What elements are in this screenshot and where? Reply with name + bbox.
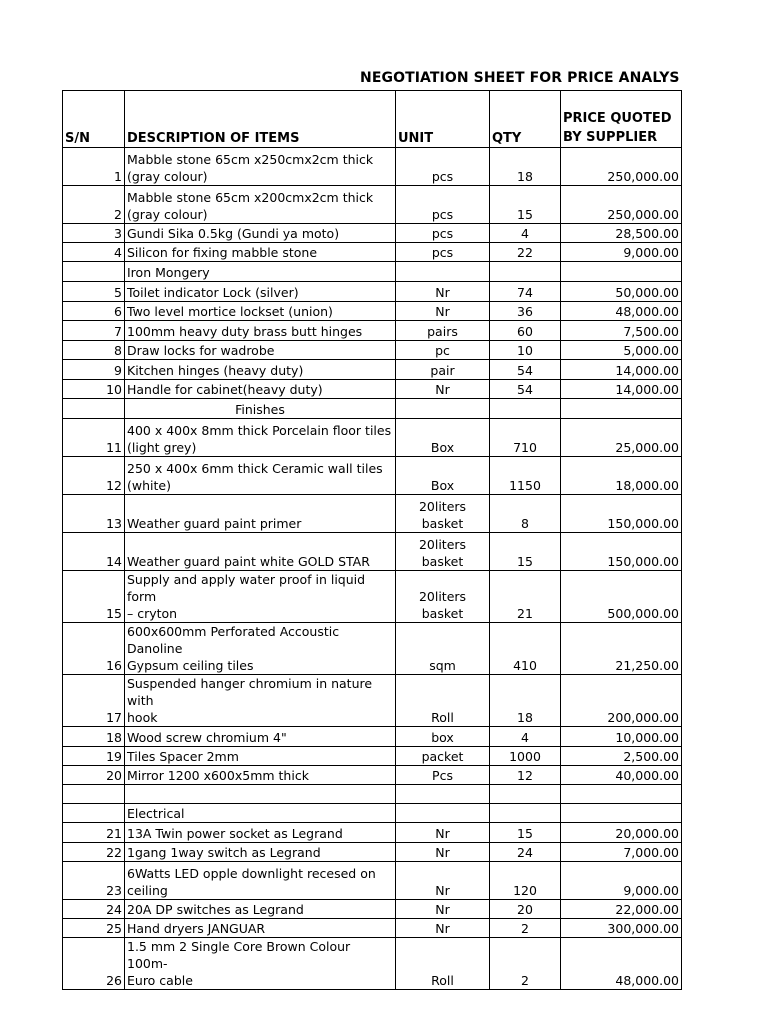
row-qty <box>490 785 561 804</box>
row-price: 5,000.00 <box>561 341 682 360</box>
description-line-1: Mabble stone 65cm x250cmx2cm thick <box>127 152 374 167</box>
row-qty: 2 <box>490 938 561 990</box>
row-sn: 18 <box>63 727 125 747</box>
row-unit: Roll <box>396 675 490 727</box>
row-unit: pcs <box>396 148 490 186</box>
row-price: 9,000.00 <box>561 243 682 262</box>
description-line-2: Euro cable <box>127 973 193 988</box>
row-price: 300,000.00 <box>561 919 682 938</box>
row-sn <box>63 262 125 282</box>
row-qty: 410 <box>490 623 561 675</box>
row-qty: 4 <box>490 224 561 243</box>
row-price: 10,000.00 <box>561 727 682 747</box>
row-unit: 20liters basket <box>396 571 490 623</box>
row-description: 13A Twin power socket as Legrand <box>125 823 396 843</box>
row-unit: Roll <box>396 938 490 990</box>
row-unit: pcs <box>396 224 490 243</box>
description-line-2: (light grey) <box>127 440 197 455</box>
table-row <box>63 938 682 990</box>
row-qty: 1000 <box>490 747 561 766</box>
row-sn: 15 <box>63 571 125 623</box>
row-description: Draw locks for wadrobe <box>125 341 396 360</box>
row-sn: 11 <box>63 419 125 457</box>
row-sn: 8 <box>63 341 125 360</box>
table-row <box>63 571 682 623</box>
table-row <box>63 766 682 785</box>
row-unit: pairs <box>396 321 490 341</box>
row-unit: Nr <box>396 302 490 321</box>
row-description: Hand dryers JANGUAR <box>125 919 396 938</box>
table-row <box>63 302 682 321</box>
row-qty: 60 <box>490 321 561 341</box>
table-row <box>63 243 682 262</box>
row-qty: 8 <box>490 495 561 533</box>
row-sn: 20 <box>63 766 125 785</box>
table-row <box>63 224 682 243</box>
row-unit: sqm <box>396 623 490 675</box>
table-row <box>63 282 682 302</box>
row-unit: Nr <box>396 919 490 938</box>
row-description: Toilet indicator Lock (silver) <box>125 282 396 302</box>
row-qty <box>490 804 561 823</box>
row-description <box>125 785 396 804</box>
row-qty: 15 <box>490 533 561 571</box>
row-sn: 17 <box>63 675 125 727</box>
row-description <box>125 186 396 224</box>
row-description <box>125 571 396 623</box>
row-sn: 25 <box>63 919 125 938</box>
row-price: 28,500.00 <box>561 224 682 243</box>
table-row <box>63 495 682 533</box>
row-sn <box>63 785 125 804</box>
row-description: Handle for cabinet(heavy duty) <box>125 380 396 399</box>
description-line-1: Supply and apply water proof in liquid form <box>127 572 366 604</box>
row-sn: 5 <box>63 282 125 302</box>
row-qty <box>490 262 561 282</box>
row-description <box>125 675 396 727</box>
row-sn: 3 <box>63 224 125 243</box>
description-line-2: (gray colour) <box>127 169 208 184</box>
table-row <box>63 457 682 495</box>
table-row <box>63 804 682 823</box>
row-qty: 2 <box>490 919 561 938</box>
row-unit: Nr <box>396 843 490 862</box>
row-description <box>125 457 396 495</box>
row-sn: 14 <box>63 533 125 571</box>
row-sn: 24 <box>63 900 125 919</box>
row-description <box>125 862 396 900</box>
description-header: DESCRIPTION OF ITEMS <box>125 91 396 148</box>
row-description: Silicon for fixing mabble stone <box>125 243 396 262</box>
row-unit: 20liters basket <box>396 533 490 571</box>
row-qty: 4 <box>490 727 561 747</box>
description-line-2: Weather guard paint white GOLD STAR <box>127 554 370 569</box>
description-line-1: 6Watts LED opple downlight recesed on <box>127 866 376 881</box>
row-unit: pc <box>396 341 490 360</box>
row-unit: Nr <box>396 380 490 399</box>
table-row <box>63 785 682 804</box>
row-description: Two level mortice lockset (union) <box>125 302 396 321</box>
description-line-1: 250 x 400x 6mm thick Ceramic wall tiles <box>127 461 383 476</box>
row-unit: Box <box>396 457 490 495</box>
table-row <box>63 675 682 727</box>
row-price: 2,500.00 <box>561 747 682 766</box>
row-unit: box <box>396 727 490 747</box>
row-description <box>125 495 396 533</box>
row-price: 150,000.00 <box>561 495 682 533</box>
sn-header: S/N <box>63 91 125 148</box>
description-line-1: 600x600mm Perforated Accoustic Danoline <box>127 624 340 656</box>
row-price: 14,000.00 <box>561 360 682 380</box>
price-header-line1: PRICE QUOTED <box>563 111 672 126</box>
description-line-2: ceiling <box>127 883 168 898</box>
row-description <box>125 419 396 457</box>
row-price: 20,000.00 <box>561 823 682 843</box>
row-sn: 16 <box>63 623 125 675</box>
row-description: 100mm heavy duty brass butt hinges <box>125 321 396 341</box>
row-sn: 13 <box>63 495 125 533</box>
row-qty: 36 <box>490 302 561 321</box>
row-description <box>125 623 396 675</box>
table-row <box>63 533 682 571</box>
row-qty <box>490 399 561 419</box>
row-unit: Nr <box>396 900 490 919</box>
row-description: Electrical <box>125 804 396 823</box>
row-price: 14,000.00 <box>561 380 682 399</box>
row-price: 7,500.00 <box>561 321 682 341</box>
table-row <box>63 919 682 938</box>
row-qty: 54 <box>490 360 561 380</box>
row-price: 250,000.00 <box>561 186 682 224</box>
row-price: 500,000.00 <box>561 571 682 623</box>
row-description: 20A DP switches as Legrand <box>125 900 396 919</box>
row-unit: Nr <box>396 282 490 302</box>
row-sn: 10 <box>63 380 125 399</box>
price-analysis-table <box>62 90 682 990</box>
row-qty: 21 <box>490 571 561 623</box>
row-sn: 6 <box>63 302 125 321</box>
row-unit <box>396 262 490 282</box>
row-sn: 1 <box>63 148 125 186</box>
row-qty: 1150 <box>490 457 561 495</box>
row-price: 50,000.00 <box>561 282 682 302</box>
row-price: 21,250.00 <box>561 623 682 675</box>
row-description: Wood screw chromium 4" <box>125 727 396 747</box>
table-row <box>63 419 682 457</box>
row-sn: 26 <box>63 938 125 990</box>
qty-header: QTY <box>490 91 561 148</box>
sheet-title: NEGOTIATION SHEET FOR PRICE ANALYS <box>360 70 680 86</box>
row-unit: Box <box>396 419 490 457</box>
row-unit: pcs <box>396 186 490 224</box>
table-row <box>63 623 682 675</box>
table-row <box>63 747 682 766</box>
table-row <box>63 900 682 919</box>
table-row <box>63 823 682 843</box>
price-header-line2: BY SUPPLIER <box>563 130 658 145</box>
row-sn: 22 <box>63 843 125 862</box>
row-sn: 4 <box>63 243 125 262</box>
table-row <box>63 262 682 282</box>
row-price: 18,000.00 <box>561 457 682 495</box>
description-line-1: Mabble stone 65cm x200cmx2cm thick <box>127 190 374 205</box>
row-price <box>561 804 682 823</box>
table-row <box>63 399 682 419</box>
description-line-1: Suspended hanger chromium in nature with <box>127 676 373 708</box>
row-qty: 18 <box>490 148 561 186</box>
row-sn: 2 <box>63 186 125 224</box>
row-unit <box>396 785 490 804</box>
row-qty: 22 <box>490 243 561 262</box>
row-unit: Nr <box>396 823 490 843</box>
row-price: 200,000.00 <box>561 675 682 727</box>
row-qty: 74 <box>490 282 561 302</box>
row-price <box>561 399 682 419</box>
row-qty: 24 <box>490 843 561 862</box>
row-description: 1gang 1way switch as Legrand <box>125 843 396 862</box>
row-qty: 710 <box>490 419 561 457</box>
row-price: 22,000.00 <box>561 900 682 919</box>
row-description: Finishes <box>125 399 396 419</box>
row-price: 7,000.00 <box>561 843 682 862</box>
row-description: Tiles Spacer 2mm <box>125 747 396 766</box>
table-row <box>63 148 682 186</box>
row-qty: 18 <box>490 675 561 727</box>
row-sn <box>63 399 125 419</box>
row-unit: Nr <box>396 862 490 900</box>
row-sn <box>63 804 125 823</box>
row-qty: 120 <box>490 862 561 900</box>
row-unit <box>396 399 490 419</box>
description-line-2: (white) <box>127 478 171 493</box>
unit-header: UNIT <box>396 91 490 148</box>
row-sn: 7 <box>63 321 125 341</box>
header-row <box>63 91 682 148</box>
row-price: 150,000.00 <box>561 533 682 571</box>
row-qty: 15 <box>490 823 561 843</box>
table-row <box>63 321 682 341</box>
table-body <box>63 91 682 990</box>
row-unit: 20liters basket <box>396 495 490 533</box>
table-row <box>63 843 682 862</box>
description-line-1: 400 x 400x 8mm thick Porcelain floor tiles <box>127 423 392 438</box>
description-line-2: – cryton <box>127 606 178 621</box>
row-description: Gundi Sika 0.5kg (Gundi ya moto) <box>125 224 396 243</box>
table-row <box>63 862 682 900</box>
row-unit <box>396 804 490 823</box>
row-unit: packet <box>396 747 490 766</box>
row-price: 40,000.00 <box>561 766 682 785</box>
table-row <box>63 727 682 747</box>
table-row <box>63 360 682 380</box>
row-description: Mirror 1200 x600x5mm thick <box>125 766 396 785</box>
row-qty: 15 <box>490 186 561 224</box>
description-line-2: Weather guard paint primer <box>127 516 302 531</box>
row-qty: 20 <box>490 900 561 919</box>
row-sn: 12 <box>63 457 125 495</box>
description-line-2: (gray colour) <box>127 207 208 222</box>
row-price: 9,000.00 <box>561 862 682 900</box>
table-row <box>63 380 682 399</box>
row-unit: Pcs <box>396 766 490 785</box>
row-price: 48,000.00 <box>561 302 682 321</box>
row-unit: pair <box>396 360 490 380</box>
description-line-1: 1.5 mm 2 Single Core Brown Colour 100m- <box>127 939 351 971</box>
row-price: 25,000.00 <box>561 419 682 457</box>
row-description: Kitchen hinges (heavy duty) <box>125 360 396 380</box>
price-header <box>561 91 682 148</box>
table-row <box>63 341 682 360</box>
row-description <box>125 148 396 186</box>
row-price: 250,000.00 <box>561 148 682 186</box>
description-line-2: hook <box>127 710 158 725</box>
row-qty: 12 <box>490 766 561 785</box>
row-qty: 54 <box>490 380 561 399</box>
row-price <box>561 262 682 282</box>
row-qty: 10 <box>490 341 561 360</box>
table-row <box>63 186 682 224</box>
row-description: Iron Mongery <box>125 262 396 282</box>
row-description <box>125 533 396 571</box>
row-sn: 23 <box>63 862 125 900</box>
row-sn: 9 <box>63 360 125 380</box>
row-sn: 21 <box>63 823 125 843</box>
row-price: 48,000.00 <box>561 938 682 990</box>
description-line-2: Gypsum ceiling tiles <box>127 658 254 673</box>
row-price <box>561 785 682 804</box>
row-description <box>125 938 396 990</box>
row-sn: 19 <box>63 747 125 766</box>
row-unit: pcs <box>396 243 490 262</box>
